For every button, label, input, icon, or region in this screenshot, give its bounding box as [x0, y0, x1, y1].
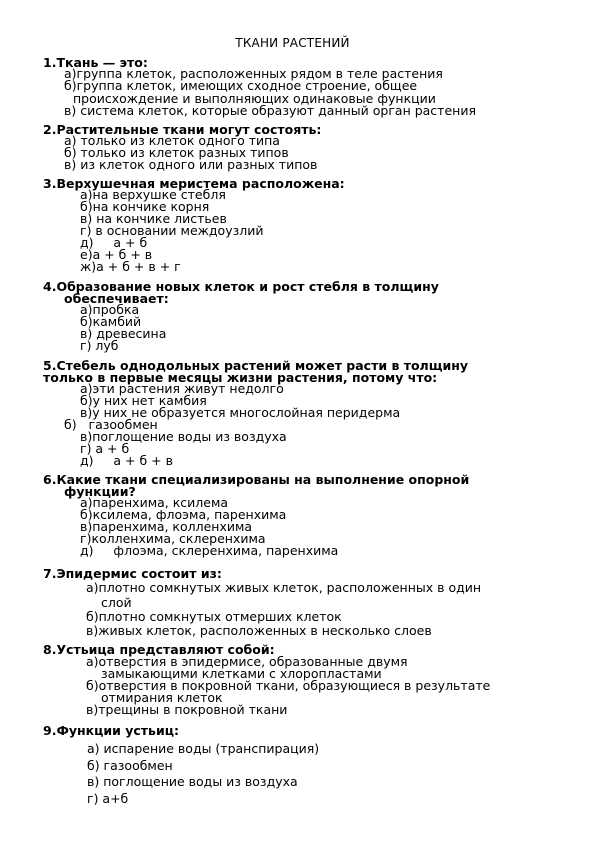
- q3-option-a: а)на верхушке стебля: [80, 187, 226, 202]
- question-4: 4.Образование новых клеток и рост стебля в толщину: [43, 279, 439, 294]
- q4-option-b: б)камбий: [80, 314, 142, 329]
- question-3: 3.Верхушечная меристема расположена:: [43, 176, 345, 191]
- q6-option-a: а)паренхима, ксилема: [80, 495, 229, 510]
- q6-option-e: д) флоэма, склеренхима, паренхима: [80, 543, 339, 558]
- question-5: 5.Стебель однодольных растений может расти в толщину: [43, 358, 469, 373]
- q3-option-e: д) а + б: [80, 235, 148, 250]
- page-title: ТКАНИ РАСТЕНИЙ: [235, 36, 350, 50]
- q7-option-a-cont: слой: [101, 595, 132, 610]
- q6-option-c: в)паренхима, колленхима: [80, 519, 253, 534]
- q8-option-c: в)трещины в покровной ткани: [86, 702, 288, 717]
- q4-option-c: в) древесина: [80, 326, 167, 341]
- question-5-cont: только в первые месяцы жизни растения, потому что:: [43, 370, 438, 385]
- q8-option-b-cont: отмирания клеток: [101, 690, 223, 705]
- q6-option-d: г)колленхима, склеренхима: [80, 531, 266, 546]
- q3-option-f: е)а + б + в: [80, 247, 153, 262]
- q5-option-c: в)у них не образуется многослойная перидерма: [80, 405, 401, 420]
- q1-option-b-cont: происхождение и выполняющих одинаковые функции: [73, 91, 436, 106]
- question-9: 9.Функции устьиц:: [43, 723, 179, 738]
- q5-option-b: б)у них нет камбия: [80, 393, 207, 408]
- q9-option-d: г) а+б: [87, 791, 129, 806]
- q5-option-c2: в)поглощение воды из воздуха: [80, 429, 287, 444]
- q7-option-a: а)плотно сомкнутых живых клеток, расположенных в один: [86, 580, 482, 595]
- question-1: 1.Ткань — это:: [43, 55, 148, 70]
- q4-option-a: а)пробка: [80, 302, 140, 317]
- q5-option-a: а)эти растения живут недолго: [80, 381, 284, 396]
- question-4-cont: обеспечивает:: [64, 291, 169, 306]
- question-8: 8.Устьица представляют собой:: [43, 642, 275, 657]
- q2-option-c: в) из клеток одного или разных типов: [64, 157, 318, 172]
- q9-option-b: б) газообмен: [87, 758, 173, 773]
- q3-option-b: б)на кончике корня: [80, 199, 210, 214]
- q8-option-a: а)отверстия в эпидермисе, образованные двумя: [86, 654, 408, 669]
- q1-option-a: а)группа клеток, расположенных рядом в теле растения: [64, 66, 443, 81]
- q3-option-g: ж)а + б + в + г: [80, 259, 181, 274]
- question-7: 7.Эпидермис состоит из:: [43, 566, 222, 581]
- q7-option-b: б)плотно сомкнутых отмерших клеток: [86, 609, 342, 624]
- q5-option-d: г) а + б: [80, 441, 130, 456]
- q6-option-b: б)ксилема, флоэма, паренхима: [80, 507, 287, 522]
- q2-option-b: б) только из клеток разных типов: [64, 145, 289, 160]
- question-6: 6.Какие ткани специализированы на выполнение опорной: [43, 472, 470, 487]
- q9-option-a: а) испарение воды (транспирация): [87, 741, 320, 756]
- q9-option-c: в) поглощение воды из воздуха: [87, 774, 298, 789]
- question-6-cont: функции?: [64, 484, 136, 499]
- q8-option-b: б)отверстия в покровной ткани, образующиеся в результате: [86, 678, 491, 693]
- question-2: 2.Растительные ткани могут состоять:: [43, 122, 322, 137]
- q4-option-d: г) луб: [80, 338, 119, 353]
- q8-option-a-cont: замыкающими клетками с хлоропластами: [101, 666, 382, 681]
- q2-option-a: а) только из клеток одного типа: [64, 133, 280, 148]
- q5-option-b2: б) газообмен: [64, 417, 158, 432]
- q1-option-b: б)группа клеток, имеющих сходное строение, общее: [64, 78, 418, 93]
- q1-option-c: в) система клеток, которые образуют данный орган растения: [64, 103, 476, 118]
- q3-option-c: в) на кончике листьев: [80, 211, 227, 226]
- q7-option-c: в)живых клеток, расположенных в несколько слоев: [86, 623, 432, 638]
- q5-option-e: д) а + б + в: [80, 453, 173, 468]
- q3-option-d: г) в основании междоузлий: [80, 223, 264, 238]
